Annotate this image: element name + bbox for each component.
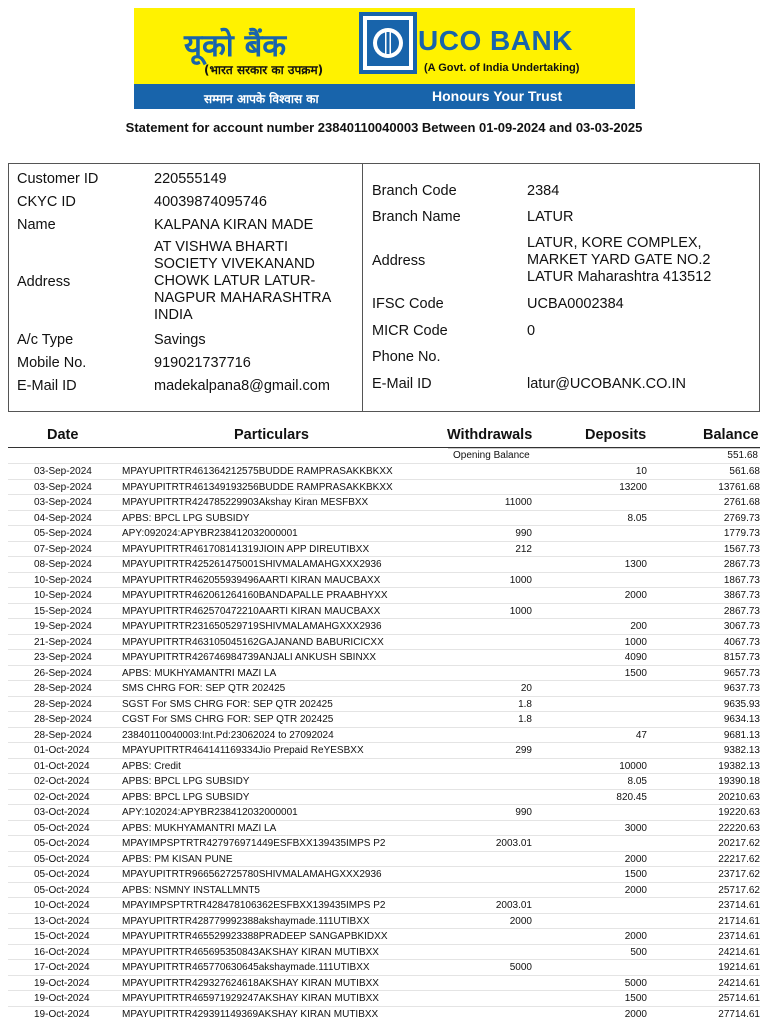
table-row <box>8 944 760 960</box>
cell-particulars: MPAYIMPSPTRTR428478106362ESFBXX139435IMPS P2 <box>122 900 386 911</box>
cell-particulars: APBS: BPCL LPG SUBSIDY <box>122 791 250 803</box>
cell-withdrawal: 2003.01 <box>495 900 532 911</box>
ac-type-label: A/c Type <box>17 332 74 348</box>
header-deposits: Deposits <box>585 427 647 443</box>
cell-withdrawal: 212 <box>515 543 532 555</box>
cell-particulars: MPAYUPITRTR424785229903Akshay Kiran MESFBXX <box>122 497 369 508</box>
branch-address-label: Address <box>372 253 426 269</box>
cell-balance: 22220.63 <box>718 822 760 834</box>
cell-balance: 19220.63 <box>718 807 760 818</box>
cell-particulars: MPAYUPITRTR425261475001SHIVMALAMAHGXXX2936 <box>122 559 382 570</box>
cell-date: 19-Sep-2024 <box>34 621 92 632</box>
cell-date: 19-Oct-2024 <box>34 1008 90 1020</box>
cell-date: 01-Oct-2024 <box>34 745 90 756</box>
cell-balance: 9634.13 <box>723 714 760 725</box>
cell-particulars: CGST For SMS CHRG FOR: SEP QTR 202425 <box>122 714 334 725</box>
cell-balance: 1779.73 <box>723 528 760 539</box>
customer-address-value: AT VISHWA BHARTI SOCIETY VIVEKANAND CHOWK LATUR LATUR-NAGPUR MAHARASHTRA INDIA <box>154 239 331 323</box>
name-value: KALPANA KIRAN MADE <box>154 217 314 233</box>
cell-balance: 23717.62 <box>718 869 760 880</box>
cell-deposit: 8.05 <box>627 776 647 787</box>
tagline: Honours Your Trust <box>432 88 563 104</box>
cell-balance: 27714.61 <box>718 1008 760 1020</box>
table-row <box>8 773 760 789</box>
cell-deposit: 5000 <box>624 977 647 989</box>
cell-date: 05-Oct-2024 <box>34 822 90 834</box>
table-row <box>8 928 760 944</box>
micr-value: 0 <box>527 323 536 339</box>
table-row <box>8 541 760 557</box>
cell-deposit: 2000 <box>624 853 647 865</box>
cell-particulars: APBS: MUKHYAMANTRI MAZI LA <box>122 822 277 834</box>
cell-balance: 25717.62 <box>718 884 760 896</box>
cell-date: 10-Sep-2024 <box>34 590 92 601</box>
table-row <box>8 727 760 743</box>
cell-deposit: 820.45 <box>616 791 647 803</box>
cell-balance: 1567.73 <box>723 543 760 555</box>
cell-balance: 13761.68 <box>718 481 760 493</box>
table-row <box>8 556 760 572</box>
cell-deposit: 13200 <box>619 481 647 493</box>
table-row <box>8 1006 760 1022</box>
tagline-hindi: सम्मान आपके विश्वास का <box>204 92 319 106</box>
cell-particulars: SMS CHRG FOR: SEP QTR 202425 <box>122 683 286 694</box>
cell-particulars: APBS: NSMNY INSTALLMNT5 <box>122 884 260 896</box>
cell-date: 05-Sep-2024 <box>34 528 92 539</box>
table-row <box>8 851 760 867</box>
customer-email-label: E-Mail ID <box>17 378 77 394</box>
cell-date: 04-Sep-2024 <box>34 512 92 524</box>
cell-date: 03-Oct-2024 <box>34 807 90 818</box>
branch-email-label: E-Mail ID <box>372 376 432 392</box>
customer-address-label: Address <box>17 274 71 290</box>
uco-logo-icon <box>359 12 417 74</box>
cell-date: 16-Oct-2024 <box>34 946 90 958</box>
table-row <box>8 587 760 603</box>
cell-particulars: MPAYUPITRTR966562725780SHIVMALAMAHGXXX2936 <box>122 869 382 880</box>
account-info-box <box>8 163 760 412</box>
ckyc-value: 40039874095746 <box>154 194 267 210</box>
cell-balance: 2769.73 <box>723 512 760 524</box>
table-row <box>8 882 760 898</box>
branch-address-value: LATUR, KORE COMPLEX, MARKET YARD GATE NO.2 LATUR Maharashtra 413512 <box>527 235 712 285</box>
cell-withdrawal: 2000 <box>509 915 532 927</box>
cell-date: 03-Sep-2024 <box>34 481 92 493</box>
mobile-value: 919021737716 <box>154 355 251 371</box>
cell-particulars: MPAYUPITRTR462061264160BANDAPALLE PRAABHYXX <box>122 590 388 601</box>
table-row <box>8 680 760 696</box>
cell-date: 10-Sep-2024 <box>34 574 92 586</box>
cell-balance: 19390.18 <box>718 776 760 787</box>
cell-balance: 3067.73 <box>723 621 760 632</box>
cell-particulars: MPAYUPITRTR428779992388akshaymade.111UTIBXX <box>122 915 370 927</box>
opening-balance-value: 551.68 <box>727 450 758 461</box>
cell-balance: 25714.61 <box>718 993 760 1004</box>
cell-particulars: MPAYUPITRTR429391149369AKSHAY KIRAN MUTIBXX <box>122 1008 379 1020</box>
cell-date: 02-Oct-2024 <box>34 791 90 803</box>
cell-particulars: SGST For SMS CHRG FOR: SEP QTR 202425 <box>122 698 333 710</box>
cell-date: 28-Sep-2024 <box>34 683 92 694</box>
cell-particulars: APY:092024:APYBR238412032000001 <box>122 528 298 539</box>
cell-particulars: APBS: MUKHYAMANTRI MAZI LA <box>122 667 277 679</box>
bank-sub: (A Govt. of India Undertaking) <box>424 62 580 74</box>
cell-deposit: 2000 <box>624 931 647 942</box>
table-row <box>8 479 760 495</box>
cell-balance: 9635.93 <box>723 698 760 710</box>
cell-balance: 20217.62 <box>718 838 760 849</box>
cell-deposit: 4090 <box>624 652 647 663</box>
cell-particulars: APBS: BPCL LPG SUBSIDY <box>122 776 250 787</box>
branch-code-label: Branch Code <box>372 183 457 199</box>
table-row <box>8 866 760 882</box>
cell-date: 26-Sep-2024 <box>34 667 92 679</box>
cell-deposit: 1500 <box>624 667 647 679</box>
cell-deposit: 8.05 <box>627 512 647 524</box>
cell-particulars: MPAYUPITRTR463105045162GAJANAND BABURICICXX <box>122 636 384 648</box>
header-particulars: Particulars <box>234 427 309 443</box>
cell-withdrawal: 20 <box>520 683 532 694</box>
cell-balance: 2761.68 <box>723 497 760 508</box>
cell-deposit: 3000 <box>624 822 647 834</box>
cell-deposit: 500 <box>630 946 647 958</box>
cell-date: 28-Sep-2024 <box>34 714 92 725</box>
cell-balance: 4067.73 <box>723 636 760 648</box>
cell-particulars: MPAYUPITRTR462055939496AARTI KIRAN MAUCBAXX <box>122 574 381 586</box>
table-row <box>8 696 760 712</box>
cell-withdrawal: 1.8 <box>518 698 532 710</box>
cell-particulars: MPAYUPITRTR464141169334Jio Prepaid ReYESBXX <box>122 745 364 756</box>
cell-particulars: MPAYUPITRTR465971929247AKSHAY KIRAN MUTIBXX <box>122 993 379 1004</box>
cell-balance: 561.68 <box>729 466 760 477</box>
cell-date: 05-Oct-2024 <box>34 869 90 880</box>
cell-particulars: MPAYUPITRTR231650529719SHIVMALAMAHGXXX2936 <box>122 621 382 632</box>
cell-balance: 24214.61 <box>718 946 760 958</box>
cell-balance: 8157.73 <box>723 652 760 663</box>
cell-date: 15-Oct-2024 <box>34 931 90 942</box>
name-label: Name <box>17 217 56 233</box>
branch-code-value: 2384 <box>527 183 560 199</box>
cell-balance: 24214.61 <box>718 977 760 989</box>
cell-particulars: APBS: BPCL LPG SUBSIDY <box>122 512 250 524</box>
cell-date: 23-Sep-2024 <box>34 652 92 663</box>
table-row <box>8 804 760 820</box>
cell-balance: 19382.13 <box>718 760 760 772</box>
customer-email-value: madekalpana8@gmail.com <box>154 378 330 394</box>
cell-particulars: APBS: PM KISAN PUNE <box>122 853 233 865</box>
cell-date: 08-Sep-2024 <box>34 559 92 570</box>
cell-particulars: MPAYUPITRTR465770630645akshaymade.111UTIBXX <box>122 962 370 973</box>
cell-particulars: MPAYIMPSPTRTR427976971449ESFBXX139435IMPS P2 <box>122 838 386 849</box>
cell-withdrawal: 1000 <box>509 605 532 617</box>
cell-balance: 20210.63 <box>718 791 760 803</box>
cell-deposit: 10000 <box>619 760 647 772</box>
table-row <box>8 990 760 1006</box>
bank-logo-banner <box>134 8 635 109</box>
header-balance: Balance <box>703 427 759 443</box>
table-row <box>8 975 760 991</box>
customer-id-label: Customer ID <box>17 171 99 187</box>
cell-date: 05-Oct-2024 <box>34 884 90 896</box>
table-row <box>8 494 760 510</box>
branch-name-label: Branch Name <box>372 209 461 225</box>
cell-particulars: MPAYUPITRTR465529923388PRADEEP SANGAPBKIDXX <box>122 931 388 942</box>
cell-balance: 21714.61 <box>718 915 760 927</box>
cell-balance: 9681.13 <box>723 729 760 741</box>
cell-date: 05-Oct-2024 <box>34 838 90 849</box>
cell-date: 10-Oct-2024 <box>34 900 90 911</box>
cell-date: 15-Sep-2024 <box>34 605 92 617</box>
cell-balance: 9657.73 <box>723 667 760 679</box>
mobile-label: Mobile No. <box>17 355 87 371</box>
cell-date: 28-Sep-2024 <box>34 729 92 741</box>
cell-date: 13-Oct-2024 <box>34 915 90 927</box>
bank-name: UCO BANK <box>418 25 573 56</box>
cell-particulars: MPAYUPITRTR429327624618AKSHAY KIRAN MUTIBXX <box>122 977 379 989</box>
table-row <box>8 649 760 665</box>
table-row <box>8 959 760 975</box>
cell-particulars: MPAYUPITRTR461349193256BUDDE RAMPRASAKKBKXX <box>122 481 393 493</box>
table-row <box>8 913 760 929</box>
cell-withdrawal: 990 <box>515 528 532 539</box>
bank-sub-hindi: (भारत सरकार का उपक्रम) <box>204 63 324 77</box>
cell-date: 21-Sep-2024 <box>34 636 92 648</box>
cell-withdrawal: 11000 <box>504 497 532 508</box>
cell-date: 01-Oct-2024 <box>34 760 90 772</box>
table-row <box>8 758 760 774</box>
cell-withdrawal: 299 <box>515 745 532 756</box>
cell-date: 19-Oct-2024 <box>34 977 90 989</box>
cell-particulars: MPAYUPITRTR462570472210AARTI KIRAN MAUCBAXX <box>122 605 381 617</box>
cell-particulars: 23840110040003:Int.Pd:23062024 to 27092024 <box>122 729 334 741</box>
cell-particulars: MPAYUPITRTR461708141319JIOIN APP DIREUTIBXX <box>122 543 370 555</box>
cell-balance: 3867.73 <box>723 590 760 601</box>
cell-withdrawal: 5000 <box>509 962 532 973</box>
cell-deposit: 2000 <box>624 1008 647 1020</box>
cell-withdrawal: 1.8 <box>518 714 532 725</box>
table-row <box>8 634 760 650</box>
cell-balance: 19214.61 <box>718 962 760 973</box>
cell-balance: 23714.61 <box>718 900 760 911</box>
cell-withdrawal: 990 <box>515 807 532 818</box>
cell-date: 17-Oct-2024 <box>34 962 90 973</box>
table-row <box>8 572 760 588</box>
table-row <box>8 665 760 681</box>
ac-type-value: Savings <box>154 332 206 348</box>
cell-balance: 23714.61 <box>718 931 760 942</box>
info-divider <box>362 164 363 411</box>
branch-name-value: LATUR <box>527 209 574 225</box>
cell-particulars: MPAYUPITRTR461364212575BUDDE RAMPRASAKKBKXX <box>122 466 393 477</box>
table-row <box>8 835 760 851</box>
cell-balance: 22217.62 <box>718 853 760 865</box>
cell-deposit: 1500 <box>624 993 647 1004</box>
ifsc-value: UCBA0002384 <box>527 296 624 312</box>
customer-id-value: 220555149 <box>154 171 227 187</box>
ckyc-label: CKYC ID <box>17 194 76 210</box>
cell-balance: 1867.73 <box>723 574 760 586</box>
table-row <box>8 510 760 526</box>
table-row <box>8 618 760 634</box>
cell-deposit: 10 <box>635 466 647 477</box>
phone-label: Phone No. <box>372 349 441 365</box>
bank-name-hindi: यूको बैंक <box>184 28 287 64</box>
header-date: Date <box>47 427 79 443</box>
cell-deposit: 47 <box>635 729 647 741</box>
cell-balance: 2867.73 <box>723 605 760 617</box>
table-row <box>8 789 760 805</box>
table-row <box>8 603 760 619</box>
micr-label: MICR Code <box>372 323 448 339</box>
table-row <box>8 711 760 727</box>
cell-particulars: APY:102024:APYBR238412032000001 <box>122 807 298 818</box>
cell-balance: 9382.13 <box>723 745 760 756</box>
cell-balance: 9637.73 <box>723 683 760 694</box>
cell-particulars: APBS: Credit <box>122 760 181 772</box>
cell-deposit: 1300 <box>624 559 647 570</box>
cell-date: 05-Oct-2024 <box>34 853 90 865</box>
table-row <box>8 463 760 479</box>
opening-balance-label: Opening Balance <box>453 450 530 461</box>
cell-particulars: MPAYUPITRTR426746984739ANJALI ANKUSH SBINXX <box>122 652 377 663</box>
cell-particulars: MPAYUPITRTR465695350843AKSHAY KIRAN MUTIBXX <box>122 946 379 958</box>
cell-deposit: 1500 <box>624 869 647 880</box>
header-withdrawals: Withdrawals <box>447 427 533 443</box>
cell-withdrawal: 2003.01 <box>495 838 532 849</box>
cell-deposit: 200 <box>630 621 647 632</box>
cell-deposit: 2000 <box>624 884 647 896</box>
cell-date: 07-Sep-2024 <box>34 543 92 555</box>
cell-deposit: 2000 <box>624 590 647 601</box>
cell-date: 03-Sep-2024 <box>34 466 92 477</box>
table-row <box>8 742 760 758</box>
ifsc-label: IFSC Code <box>372 296 444 312</box>
table-row <box>8 820 760 836</box>
cell-date: 28-Sep-2024 <box>34 698 92 710</box>
cell-balance: 2867.73 <box>723 559 760 570</box>
cell-date: 19-Oct-2024 <box>34 993 90 1004</box>
statement-title: Statement for account number 23840110040003 Between 01-09-2024 and 03-03-2025 <box>125 120 643 135</box>
table-row <box>8 897 760 913</box>
branch-email-value: latur@UCOBANK.CO.IN <box>527 376 686 392</box>
table-row <box>8 525 760 541</box>
cell-deposit: 1000 <box>624 636 647 648</box>
cell-withdrawal: 1000 <box>509 574 532 586</box>
cell-date: 02-Oct-2024 <box>34 776 90 787</box>
cell-date: 03-Sep-2024 <box>34 497 92 508</box>
